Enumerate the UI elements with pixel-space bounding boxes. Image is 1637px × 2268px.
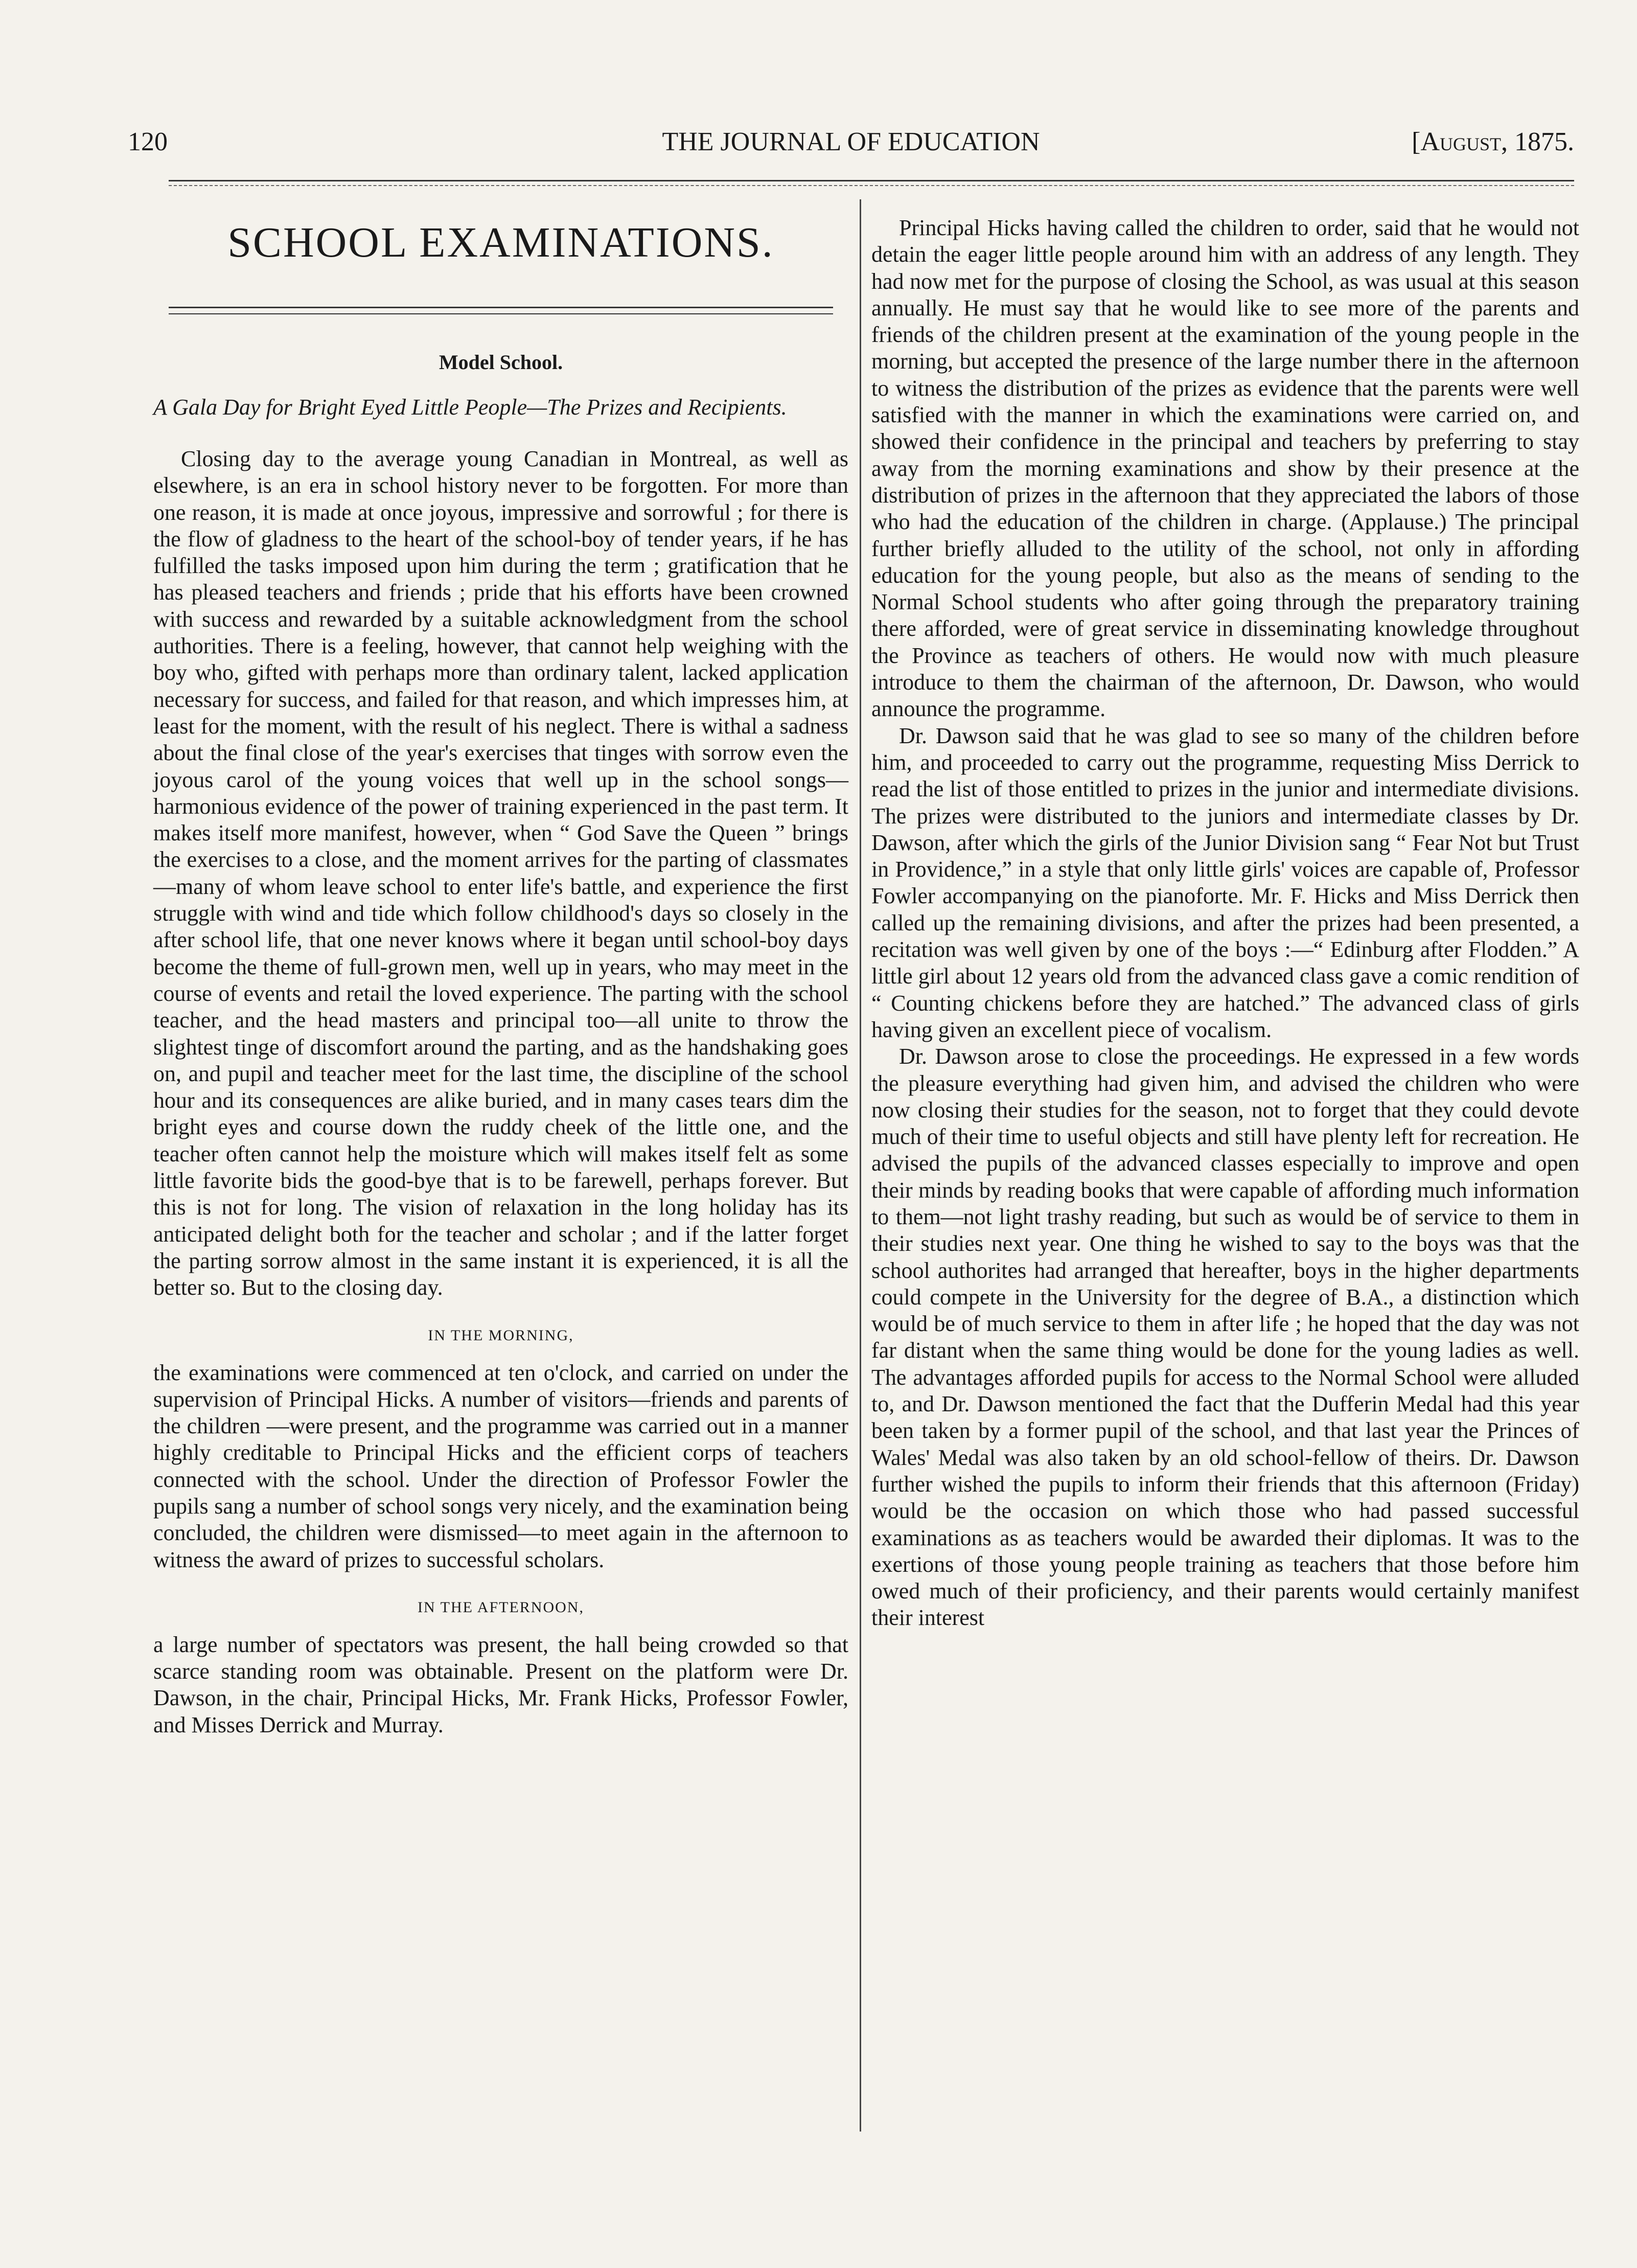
- right-column: [871, 215, 1579, 1632]
- morning-heading: IN THE MORNING,: [428, 1326, 574, 1344]
- article-deck: A Gala Day for Bright Eyed Little People—The Prizes and Recipients.: [153, 395, 787, 420]
- paragraph: a large number of spectators was present, the hall being crowded so that scarce standing room was obtainable. Present on the platform were Dr. Dawson, in the chair, Principal Hicks, Mr. Frank Hicks, Professor Fowler, and Misses Derrick and Murray.: [153, 1632, 848, 1737]
- paragraph: Dr. Dawson arose to close the proceedings. He expressed in a few words the pleasure everything had given him, and advised the children who were now closing their studies for the season, not to forget that they could devote much of their time to useful objects and still have plenty left for recreation. He advised the pupils of the advanced classes especially to improve and open their minds by reading books that were capable of affording much information to them—not light trashy reading, but such as would be of service to them in their studies next year. One thing he wished to say to the boys was that the school authorites had arranged that hereafter, boys in the higher departments could compete in the University for the degree of B.A., a distinction which would be of much service to them in after life ; he hoped that the day was not far distant when the same thing would be done for the young ladies as well. The advantages afforded pupils for access to the Normal School were alluded to, and Dr. Dawson mentioned the fact that the Dufferin Medal had this year been taken by a former pupil of the school, and that last year the Princes of Wales' Medal was also taken by an old school-fellow of theirs. Dr. Dawson further wished the pupils to inform their friends that this afternoon (Friday) would be the occasion on which those who had passed successful examinations as as teachers would be awarded their diplomas. It was to the exertions of those young people training as teachers that those before him owed much of their proficiency, and their parents would certainly manifest their interest: [871, 1044, 1579, 1631]
- issue-date: [August, 1875.: [1412, 127, 1574, 156]
- title-rule: [169, 307, 833, 308]
- left-column: [153, 215, 848, 1738]
- header-rule: [169, 180, 1574, 181]
- afternoon-heading: IN THE AFTERNOON,: [418, 1598, 584, 1616]
- title-rule-secondary: [169, 313, 833, 314]
- page-number: 120: [128, 127, 168, 156]
- paragraph: Closing day to the average young Canadian in Montreal, as well as elsewhere, is an era in school history never to be forgotten. For more than one reason, it is made at once joyous, impressive and sorrowful ; for there is the flow of gladness to the heart of the school-boy of tender years, if he has fulfilled the tasks imposed upon him during the term ; gratification that he has pleased teachers and friends ; pride that his efforts have been crowned with success and rewarded by a suitable acknowledgment from the school authorities. There is a feeling, however, that cannot help weighing with the boy who, gifted with perhaps more than ordinary talent, lacked application necessary for success, and failed for that reason, and which impresses him, at least for the moment, with the result of his neglect. There is withal a sadness about the final close of the year's exercises that tinges with sorrow even the joyous carol of the young voices that well up in the school songs—harmonious evidence of the power of training experienced in the past term. It makes itself more manifest, however, when “ God Save the Queen ” brings the exercises to a close, and the moment arrives for the parting of classmates—many of whom leave school to enter life's battle, and experience the first struggle with wind and tide which follow childhood's days so closely in the after school life, that one never knows where it began until school-boy days become the theme of full-grown men, well up in years, who may meet in the course of events and retail the loved experience. The parting with the school teacher, and the head masters and principal too—all unite to throw the slightest tinge of discomfort around the parting, and as the handshaking goes on, and pupil and teacher meet for the last time, the discipline of the school hour and its consequences are alike buried, and in many cases tears dim the bright eyes and course down the ruddy cheek of the little one, and the teacher often cannot help the moisture which will makes itself felt as some little favorite bids the good-bye that is to be farewell, perhaps forever. But this is not for long. The vision of relaxation in the long holiday has its anticipated delight both for the teacher and scholar ; and if the latter forget the parting sorrow almost in the same instant it is experienced, it is all the better so. But to the closing day.: [153, 446, 848, 1300]
- paragraph: the examinations were commenced at ten o'clock, and carried on under the supervision of Principal Hicks. A number of visitors—friends and parents of the children —were present, and the programme was carried out in a manner highly creditable to Principal Hicks and the efficient corps of teachers connected with the school. Under the direction of Professor Fowler the pupils sang a number of school songs very nicely, and the examination being concluded, the children were dismissed—to meet again in the afternoon to witness the award of prizes to successful scholars.: [153, 1360, 848, 1572]
- column-separator: [860, 199, 861, 2132]
- paragraph: Dr. Dawson said that he was glad to see so many of the children before him, and proceeded to carry out the programme, requesting Miss Derrick to read the list of those entitled to prizes in the junior and intermediate divisions. The prizes were distributed to the juniors and intermediate classes by Dr. Dawson, after which the girls of the Junior Division sang “ Fear Not but Trust in Providence,” in a style that only little girls' voices are capable of, Professor Fowler accompanying on the pianoforte. Mr. F. Hicks and Miss Derrick then called up the remaining divisions, and after the prizes had been presented, a recitation was well given by one of the boys :—“ Edinburg after Flodden.” A little girl about 12 years old from the advanced class gave a comic rendition of “ Counting chickens before they are hatched.” The advanced class of girls having given an excellent piece of vocalism.: [871, 723, 1579, 1042]
- section-title: SCHOOL EXAMINATIONS.: [227, 219, 774, 266]
- header-rule-dashed: [169, 185, 1574, 186]
- article-subheading: Model School.: [439, 351, 563, 374]
- journal-title: THE JOURNAL OF EDUCATION: [662, 127, 1040, 156]
- running-header: [128, 122, 1574, 163]
- paragraph: Principal Hicks having called the children to order, said that he would not detain the eager little people around him with an address of any length. They had now met for the purpose of closing the School, as was usual at this season annually. He must say that he would like to see more of the parents and friends of the children present at the examination of the young people in the morning, but accepted the presence of the large number there in the afternoon to witness the distribution of the prizes as evidence that the parents were well satisfied with the manner in which the examinations were carried on, and showed their confidence in the principal and teachers by preferring to stay away from the morning examinations and show by their presence at the distribution of prizes in the afternoon that they appreciated the labors of those who had the education of the children in charge. (Applause.) The principal further briefly alluded to the utility of the school, not only in affording education for the young people, but also as the means of sending to the Normal School students who after going through the preparatory training there afforded, were of great service in disseminating knowledge throughout the Province as teachers of others. He would now with much pleasure introduce to them the chairman of the afternoon, Dr. Dawson, who would announce the programme.: [871, 215, 1579, 722]
